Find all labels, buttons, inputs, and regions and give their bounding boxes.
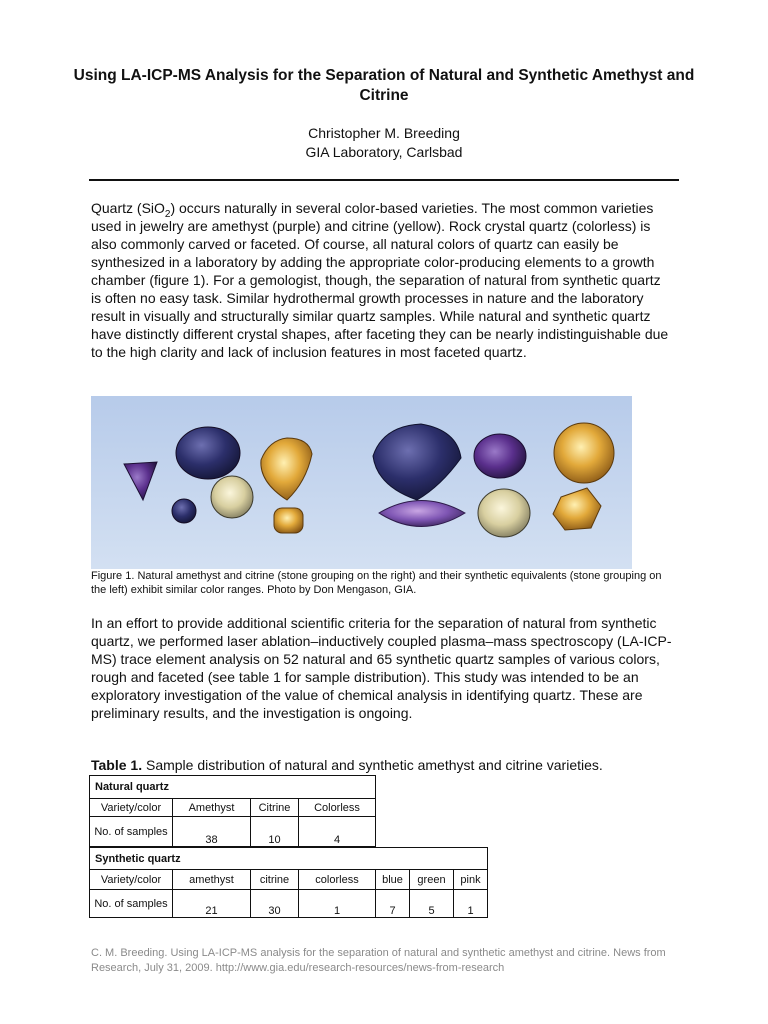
table-cell: citrine <box>251 870 299 890</box>
intro-text-rest: ) occurs naturally in several color-based varieties. The most common varieties used in jewelry are amethyst (purple) and citrine (yellow). Rock crystal quartz (colorless) is also commonly carved or faceted. Of course, all natural colors of quartz can easily be synthesized in a laboratory by adding the appropriate color-producing elements to a growth chamber (figure 1). For a gemologist, though, the separation of natural from synthetic quartz is often no easy task. Similar hydrothermal growth processes in nature and the laboratory result in visually and structurally similar quartz samples. While natural and synthetic quartz have distinctly different crystal shapes, after faceting they can be nearly indistinguishable due to the high clarity and lack of inclusion features in most faceted quartz. <box>91 200 669 360</box>
photo-background <box>91 396 632 569</box>
table-cell: 1 <box>299 890 376 918</box>
table-cell: 10 <box>251 817 299 847</box>
synthetic-quartz-table <box>89 847 488 918</box>
methods-paragraph: In an effort to provide additional scientific criteria for the separation of natural from synthetic quartz, we performed laser ablation–inductively coupled plasma–mass spectroscopy (LA-ICP-MS) trace element analysis on 52 natural and 65 synthetic quartz samples of various colors, rough and faceted (see table 1 for sample distribution). This study was intended to be an exploratory investigation of the value of chemical analysis in identifying quartz. These are preliminary results, and the investigation is ongoing. <box>91 615 672 721</box>
author-block <box>0 124 768 162</box>
table-cell: pink <box>454 870 488 890</box>
table-row <box>90 870 488 890</box>
header-rule <box>89 179 679 181</box>
table-cell: Variety/color <box>90 870 173 890</box>
table-row <box>90 799 376 817</box>
table-cell: Amethyst <box>173 799 251 817</box>
table-cell: Colorless <box>299 799 376 817</box>
table-cell: Variety/color <box>90 799 173 817</box>
table-label: Table 1. <box>91 757 143 773</box>
citation-footer: C. M. Breeding. Using LA-ICP-MS analysis for the separation of natural and synthetic amethyst and citrine. News from Research, July 31, 2009. http://www.gia.edu/research-resources/news-from-research <box>91 947 666 974</box>
table-caption <box>91 756 691 774</box>
table-caption-text: Sample distribution of natural and synthetic amethyst and citrine varieties. <box>142 757 603 773</box>
table-cell: 4 <box>299 817 376 847</box>
table-cell: blue <box>376 870 410 890</box>
intro-text-start: Quartz (SiO <box>91 200 165 216</box>
natural-quartz-table <box>89 775 376 847</box>
synthetic-quartz-heading: Synthetic quartz <box>90 848 488 870</box>
natural-quartz-heading: Natural quartz <box>90 776 376 799</box>
intro-paragraph <box>91 199 673 361</box>
table-cell: 38 <box>173 817 251 847</box>
table-cell: No. of samples <box>90 890 173 918</box>
figure-1-photo <box>91 396 632 569</box>
table-cell: 30 <box>251 890 299 918</box>
table-cell: Citrine <box>251 799 299 817</box>
table-row <box>90 890 488 918</box>
table-cell: amethyst <box>173 870 251 890</box>
author-affiliation: GIA Laboratory, Carlsbad <box>305 144 463 160</box>
author-name: Christopher M. Breeding <box>308 125 460 141</box>
table-row <box>90 817 376 847</box>
table-cell: 1 <box>454 890 488 918</box>
page-title: Using LA-ICP-MS Analysis for the Separation of Natural and Synthetic Amethyst and Citrine <box>73 67 695 104</box>
table-cell: 5 <box>410 890 454 918</box>
table-cell: 21 <box>173 890 251 918</box>
figure-caption: Figure 1. Natural amethyst and citrine (stone grouping on the right) and their synthetic equivalents (stone grouping on the left) exhibit similar color ranges. Photo by Don Mengason, GIA. <box>91 570 662 596</box>
subscript-2: 2 <box>164 208 171 220</box>
table-cell: No. of samples <box>90 817 173 847</box>
table-cell: 7 <box>376 890 410 918</box>
table-cell: colorless <box>299 870 376 890</box>
table-cell: green <box>410 870 454 890</box>
